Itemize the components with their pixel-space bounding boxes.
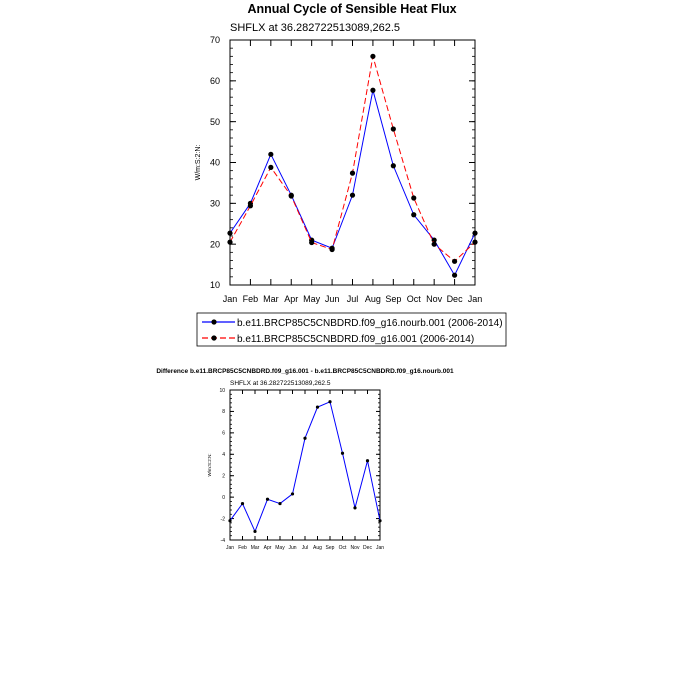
data-point: [341, 452, 344, 455]
x-tick-label: Apr: [263, 545, 272, 551]
x-tick-label: Nov: [426, 294, 443, 304]
x-tick-label: Dec: [363, 545, 372, 551]
x-tick-label: Apr: [284, 294, 299, 304]
legend-marker-2: [211, 335, 216, 340]
y-tick-label: 70: [209, 35, 220, 46]
y-tick-label: 4: [222, 452, 225, 459]
data-point: [370, 88, 375, 93]
y-tick-label: -4: [220, 537, 225, 544]
x-tick-label: Aug: [313, 545, 322, 551]
legend-label-1: b.e11.BRCP85C5CNBDRD.f09_g16.nourb.001 (2006-2014): [237, 318, 503, 329]
y-axis-label: W/m:S:2:N:: [195, 144, 202, 181]
chart-2: [156, 368, 454, 551]
x-tick-label: Oct: [338, 545, 347, 551]
chart-title: Difference b.e11.BRCP85C5CNBDRD.f09_g16.001 - b.e11.BRCP85C5CNBDRD.f09_g16.nourb.001: [156, 368, 454, 375]
x-tick-label: Feb: [242, 294, 259, 304]
legend: [197, 313, 506, 346]
data-point: [309, 240, 314, 245]
y-tick-label: 50: [209, 116, 220, 127]
y-tick-label: 40: [209, 157, 220, 168]
x-tick-label: Jul: [346, 294, 359, 304]
legend-marker-1: [211, 319, 216, 324]
data-point: [248, 203, 253, 208]
x-tick-label: Jun: [324, 294, 340, 304]
data-point: [353, 506, 356, 509]
data-point: [366, 459, 369, 462]
data-point: [432, 242, 437, 247]
data-point: [472, 231, 477, 236]
data-point: [329, 247, 334, 252]
x-tick-label: Jan: [225, 545, 235, 551]
series-line-1: [230, 90, 475, 275]
data-point: [227, 240, 232, 245]
x-tick-label: Feb: [238, 545, 247, 551]
series-line-2: [230, 56, 475, 261]
y-tick-label: 8: [222, 409, 225, 416]
data-point: [266, 498, 269, 501]
data-point: [289, 193, 294, 198]
plot-frame: [230, 40, 475, 285]
x-tick-label: Jan: [375, 545, 385, 551]
data-point: [452, 273, 457, 278]
y-tick-label: 30: [209, 198, 220, 209]
data-point: [350, 171, 355, 176]
y-axis-label: W/m:S:2:N:: [207, 453, 212, 477]
x-tick-label: Mar: [263, 294, 279, 304]
data-point: [411, 195, 416, 200]
data-point: [278, 502, 281, 505]
data-point: [328, 400, 331, 403]
data-point: [391, 163, 396, 168]
x-tick-label: Oct: [406, 294, 421, 304]
data-point: [350, 193, 355, 198]
data-point: [370, 54, 375, 59]
data-point: [241, 502, 244, 505]
x-tick-label: Sep: [325, 545, 335, 551]
y-tick-label: 60: [209, 75, 220, 86]
y-tick-label: 20: [209, 239, 220, 250]
x-tick-label: Jan: [222, 294, 238, 304]
data-point: [391, 126, 396, 131]
y-tick-label: 10: [219, 387, 225, 394]
chart-subtitle: SHFLX at 36.282722513089,262.5: [230, 22, 401, 34]
x-tick-label: Nov: [350, 545, 360, 551]
data-point: [411, 212, 416, 217]
y-tick-label: 6: [222, 430, 225, 437]
x-tick-label: May: [303, 294, 321, 304]
chart-subtitle: SHFLX at 36.282722513089,262.5: [230, 380, 331, 387]
series-line-1: [230, 402, 380, 532]
x-tick-label: Jan: [467, 294, 483, 304]
x-tick-label: Dec: [446, 294, 463, 304]
x-tick-label: Aug: [364, 294, 381, 304]
x-tick-label: Jul: [301, 545, 309, 551]
y-tick-label: 10: [209, 280, 220, 291]
data-point: [253, 530, 256, 533]
plot-frame: [230, 390, 380, 540]
x-tick-label: May: [275, 545, 285, 551]
data-point: [452, 259, 457, 264]
data-point: [378, 519, 381, 522]
x-tick-label: Jun: [288, 545, 297, 551]
y-tick-label: 2: [222, 473, 225, 480]
x-tick-label: Sep: [385, 294, 402, 304]
data-point: [268, 165, 273, 170]
data-point: [316, 406, 319, 409]
chart-1: [195, 2, 506, 346]
data-point: [268, 152, 273, 157]
data-point: [303, 437, 306, 440]
legend-label-2: b.e11.BRCP85C5CNBDRD.f09_g16.001 (2006-2014): [237, 334, 475, 345]
x-tick-label: Mar: [250, 545, 260, 551]
data-point: [291, 492, 294, 495]
data-point: [472, 240, 477, 245]
data-point: [228, 519, 231, 522]
chart-title: Annual Cycle of Sensible Heat Flux: [247, 2, 457, 16]
y-tick-label: 0: [222, 494, 225, 501]
y-tick-label: -2: [220, 516, 225, 523]
data-point: [227, 231, 232, 236]
